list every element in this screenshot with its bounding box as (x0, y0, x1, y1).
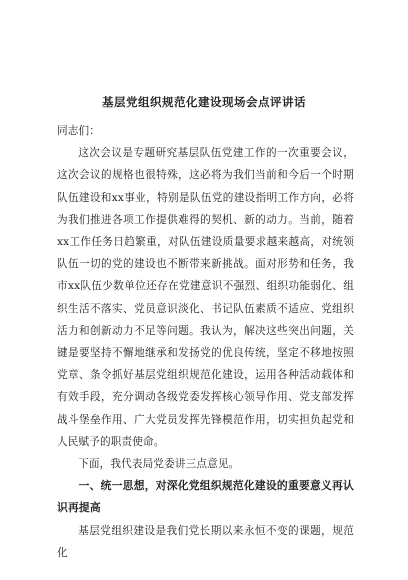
document-title: 基层党组织规范化建设现场会点评讲话 (102, 95, 306, 109)
paragraph-transition: 下面，我代表局党委讲三点意见。 (78, 458, 240, 471)
document-body (57, 120, 354, 564)
salutation: 同志们： (57, 125, 100, 137)
section-heading-1: 一、统一思想，对深化党组织规范化建设的重要意义再认识再提高 (57, 479, 354, 515)
paragraph-intro: 这次会议是专题研究基层队伍党建工作的一次重要会议，这次会议的规格也很特殊，这必将为我们当前和今后一个时期队伍建设和xx事业，特别是队伍党的建设指明工作方向，必将为我们推进各项工作提供难得的契机、新的动力。当前，随着xx工作任务日趋繁重，对队伍建设质量要求越来越高，对统领队伍一切的党的建设也不断带来新挑战。面对形势和任务，我市xx队伍少数单位还存在党建意识不强烈、组织功能弱化、组织生活不落实、党员意识淡化、书记队伍素质不适应、党组织活力和创新动力不足等问题。我认为，解决这些突出问题，关键是要坚持不懈地继承和发扬党的优良传统，坚定不移地按照党章、条令抓好基层党组织规范化建设，运用各种活动载体和有效手段，充分调动各级党委发挥核心领导作用、党支部发挥战斗堡垒作用、广大党员发挥先锋模范作用，切实担负起党和人民赋予的职责使命。 (57, 147, 354, 448)
paragraph-section-1: 基层党组织建设是我们党长期以来永恒不变的课题，规范化 (57, 524, 354, 559)
